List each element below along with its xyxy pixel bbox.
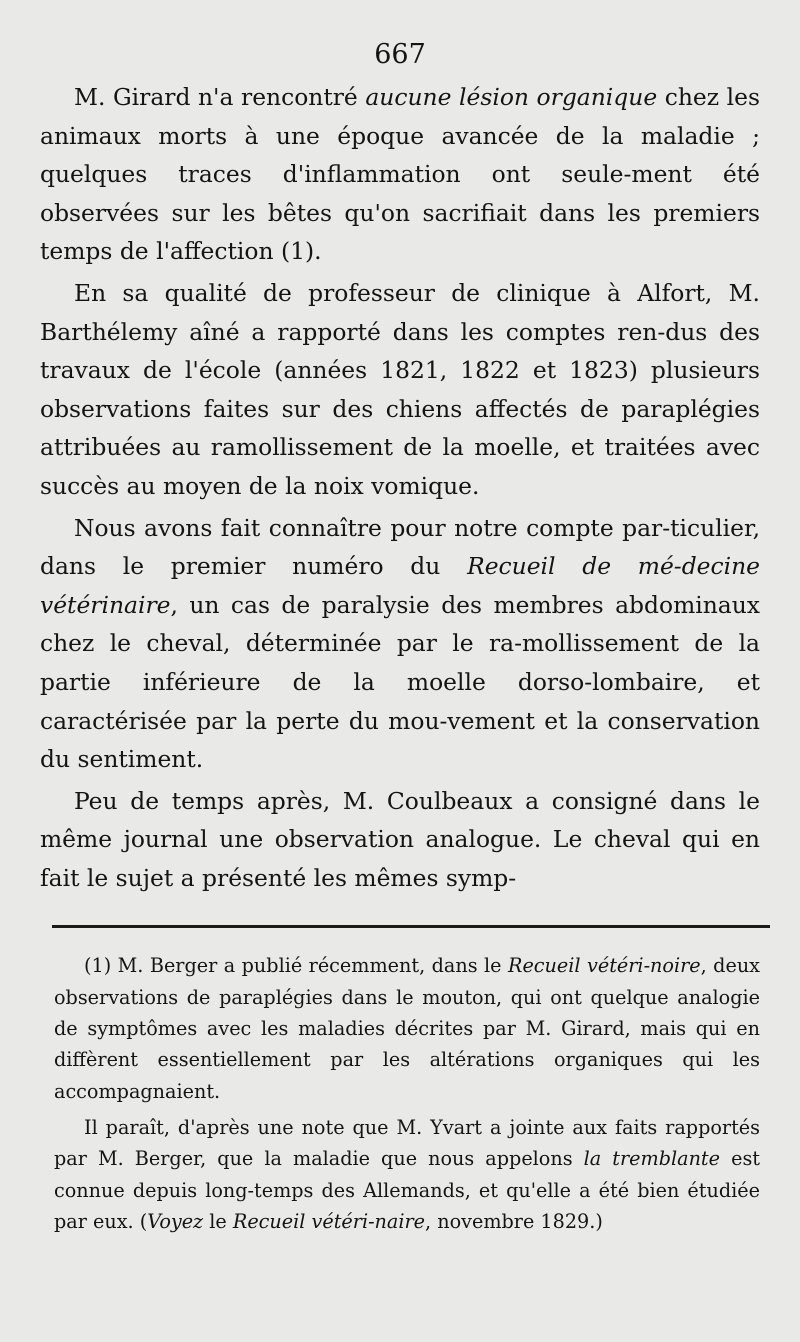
paragraph-text: , un cas de paralysie des membres abdominaux chez le cheval, déterminée par le ra-mollissement de la partie inférieure de la moelle dorso-lombaire, et caractérisée par la perte du mou-vement et la conservation du sentiment. <box>40 590 760 774</box>
footnote-text: Il paraît, d'après une note que M. Yvart a jointe aux faits rapportés par M. Berger, que la maladie que nous appelons <box>54 1115 760 1171</box>
footnote-text: est connue depuis long-temps des Allemands, et qu'elle a été bien étudiée par eux. ( <box>54 1147 761 1233</box>
main-text <box>40 78 760 897</box>
journal-title: Recueil vétéri-noire <box>508 954 701 978</box>
paragraph-text: Peu de temps après, M. Coulbeaux a consigné dans le même journal une observation analogue. Le cheval qui en fait le sujet a présenté les mêmes symp- <box>40 786 760 892</box>
paragraph-text: M. Girard n'a rencontré <box>74 83 366 111</box>
footnote-1 <box>54 950 760 1106</box>
footnote-continuation <box>54 1112 760 1237</box>
footnote-text: (1) M. Berger a publié récemment, dans le <box>84 954 508 978</box>
paragraph-text: En sa qualité de professeur de clinique à Alfort, M. Barthélemy aîné a rapporté dans les comptes ren-dus des travaux de l'école (années 1821, 1822 et 1823) plusieurs observations faites sur des chiens affectés de paraplégies attribuées au ramollissement de la moelle, et traitées avec succès au moyen de la noix vomique. <box>40 278 760 500</box>
footnote-text: , novembre 1829.) <box>425 1209 603 1233</box>
footnote-text: le <box>203 1209 233 1233</box>
footnote-text: , deux observations de paraplégies dans le mouton, qui ont quelque analogie de symptômes avec les maladies décrites par M. Girard, mais qui en diffèrent essentiellement par les altérations organiques qui les accompagnaient. <box>54 954 761 1103</box>
italic-phrase: Voyez <box>147 1209 204 1233</box>
journal-title: Recueil vétéri-naire <box>232 1209 426 1233</box>
footnotes <box>40 950 760 1237</box>
paragraph-coulbeaux <box>40 782 760 898</box>
footnote-divider <box>52 925 770 928</box>
paragraph-recueil <box>40 509 760 779</box>
paragraph-girard <box>40 78 760 271</box>
journal-title: Recueil de mé-decine vétérinaire <box>40 552 760 619</box>
paragraph-text: Nous avons fait connaître pour notre compte par-ticulier, dans le premier numéro du <box>40 513 760 581</box>
italic-phrase: aucune lésion organique <box>365 83 658 111</box>
paragraph-barthelemy <box>40 274 760 506</box>
italic-phrase: la tremblante <box>583 1147 721 1171</box>
page-number: 667 <box>374 39 426 70</box>
paragraph-text: chez les animaux morts à une époque avancée de la maladie ; quelques traces d'inflammation ont seule-ment été observées sur les bêtes qu'on sacrifiait dans les premiers temps de l'affection (1). <box>40 83 760 266</box>
